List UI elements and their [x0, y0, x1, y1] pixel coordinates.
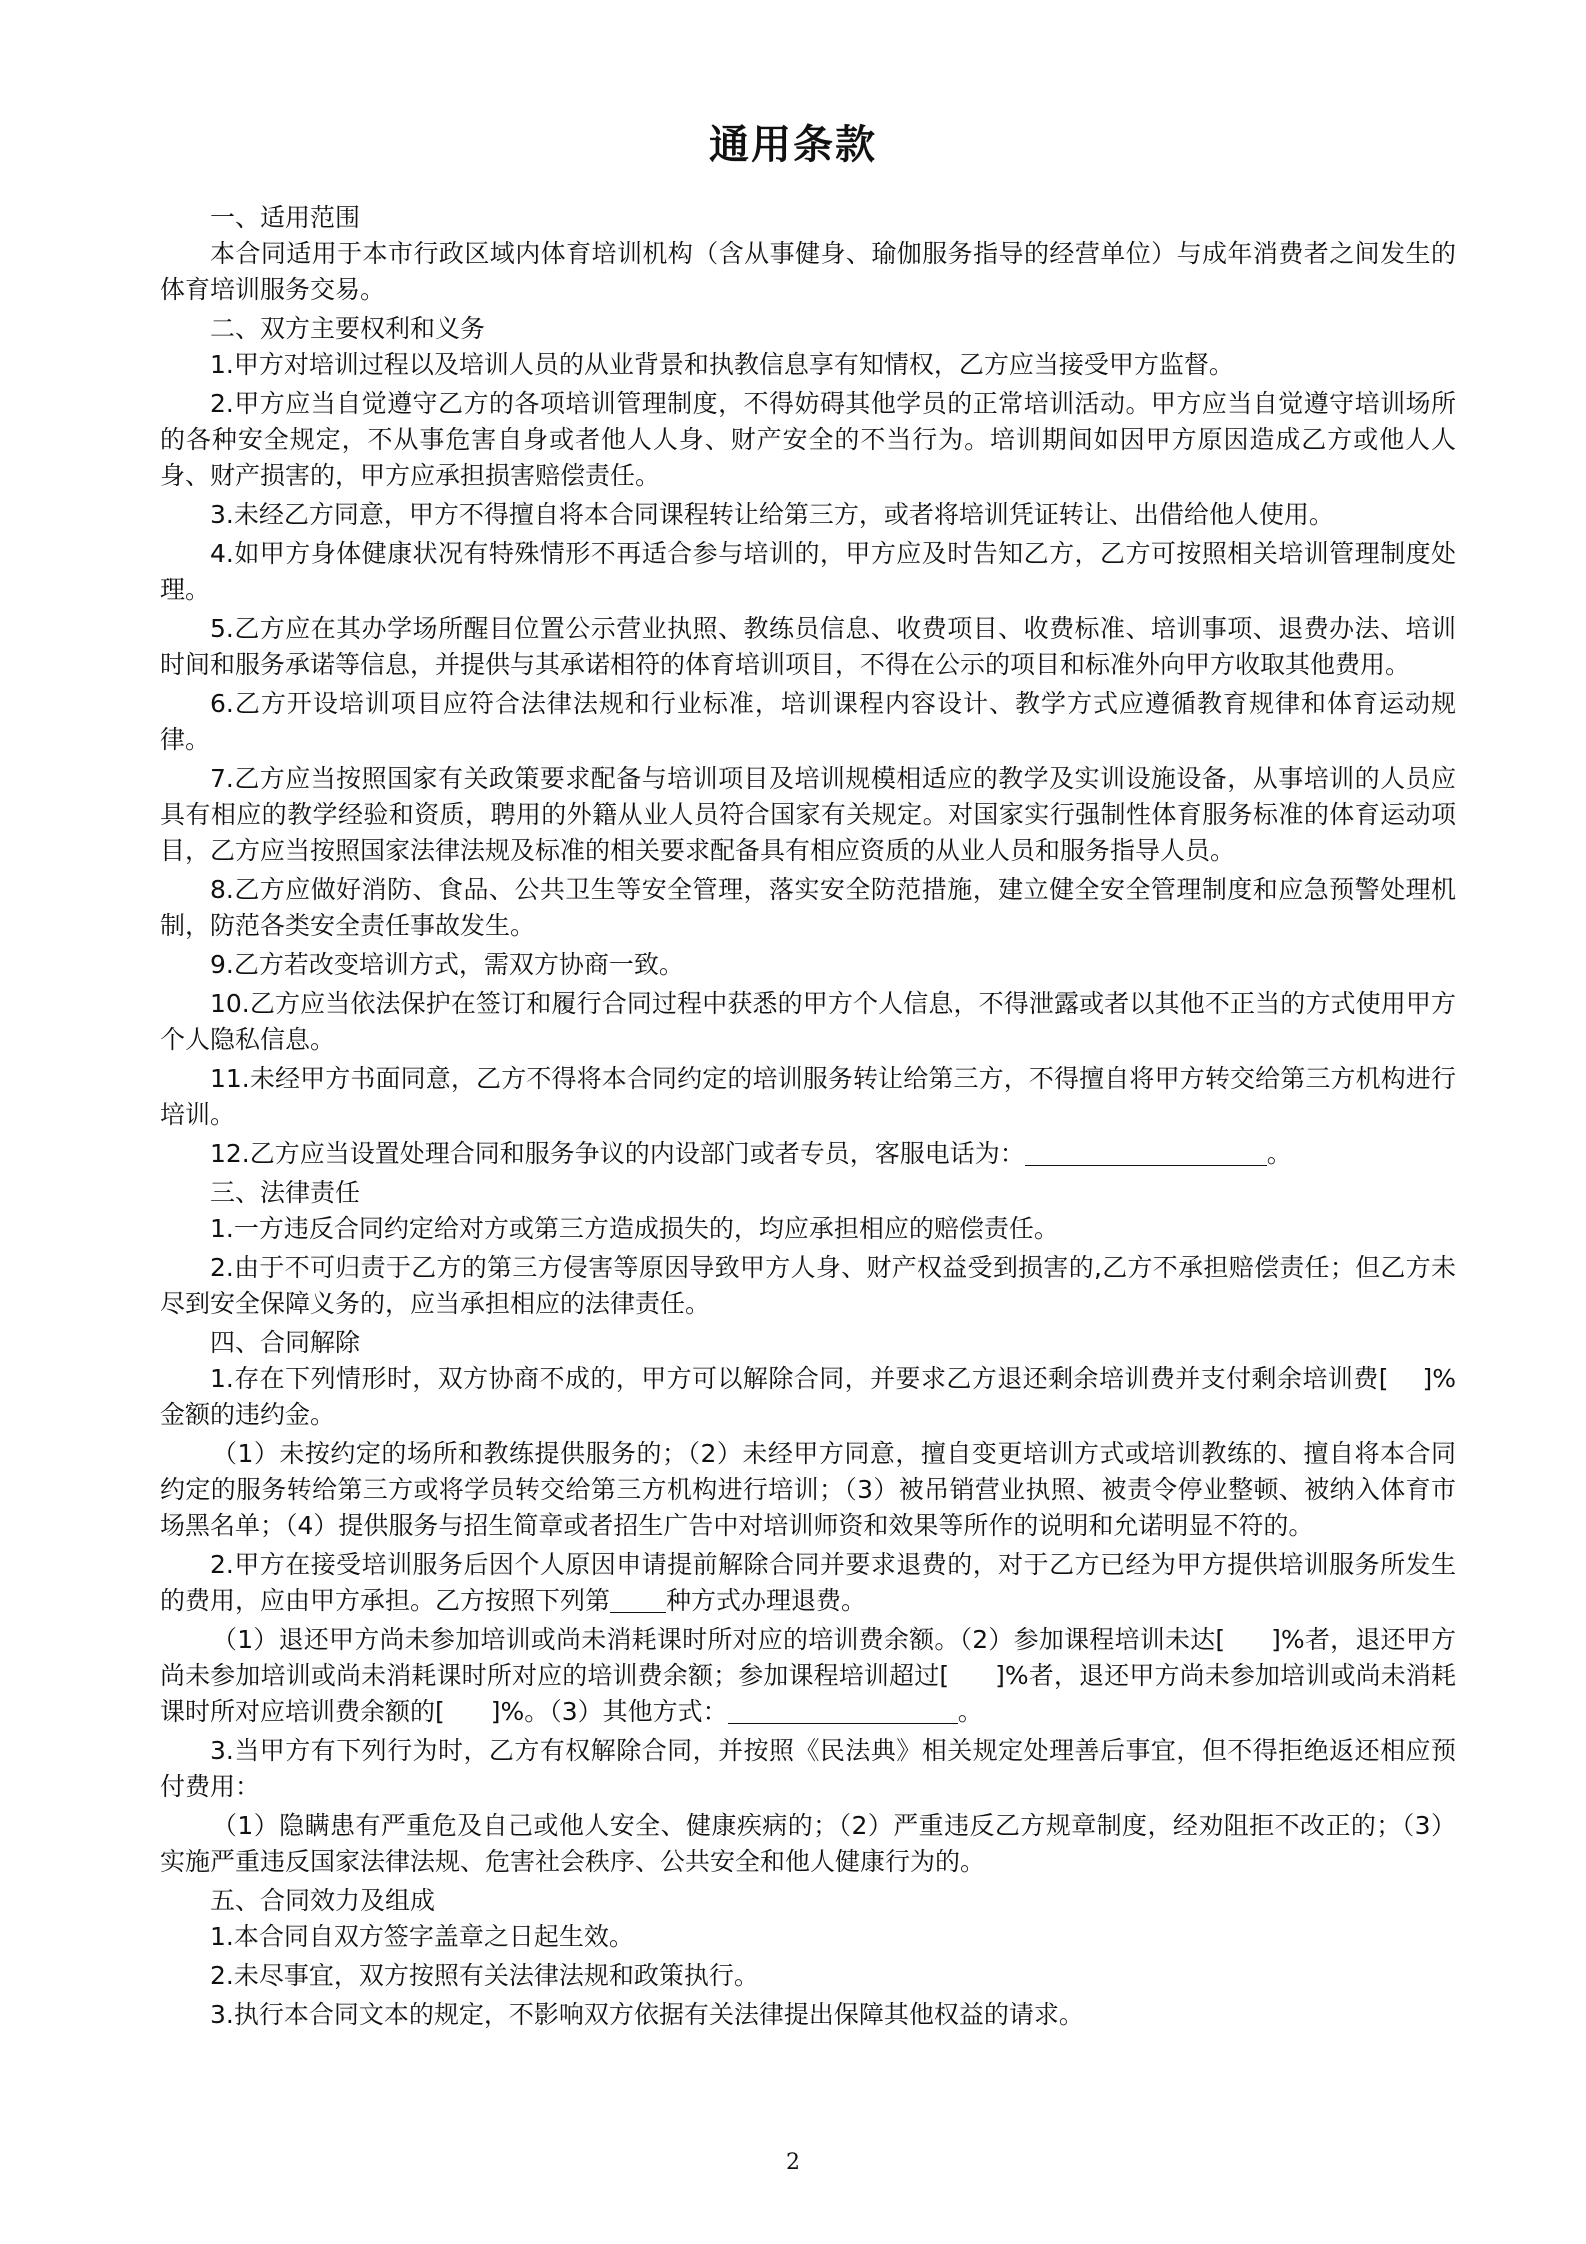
clause: 10.乙方应当依法保护在签订和履行合同过程中获悉的甲方个人信息，不得泄露或者以其他不正当的方式使用甲方个人隐私信息。 [160, 989, 1456, 1054]
clause-list: （1）未按约定的场所和教练提供服务的；（2）未经甲方同意，擅自变更培训方式或培训教练的、擅自将本合同约定的服务转给第三方或将学员转交给第三方机构进行培训；（3）被吊销营业执照、被责令停业整顿、被纳入体育市场黑名单；（4）提供服务与招生简章或者招生广告中对培训师资和效果等所作的说明和允诺明显不符的。 [160, 1439, 1456, 1540]
clause: 9.乙方若改变培训方式，需双方协商一致。 [210, 950, 684, 979]
phone-blank [1025, 1137, 1267, 1166]
clause-text: 2.甲方在接受培训服务后因个人原因申请提前解除合同并要求退费的，对于乙方已经为甲方提供培训服务所发生的费用，应由甲方承担。乙方按照下列第 [160, 1550, 1456, 1615]
clause-list: （1）隐瞒患有严重危及自己或他人安全、健康疾病的；（2）严重违反乙方规章制度，经劝阻拒不改正的；（3）实施严重违反国家法律法规、危害社会秩序、公共安全和他人健康行为的。 [160, 1811, 1456, 1876]
clause: 2.甲方应当自觉遵守乙方的各项培训管理制度，不得妨碍其他学员的正常培训活动。甲方应当自觉遵守培训场所的各种安全规定，不从事危害自身或者他人人身、财产安全的不当行为。培训期间如因甲方原因造成乙方或他人人身、财产损害的，甲方应承担损害赔偿责任。 [160, 389, 1456, 490]
document-body [160, 200, 1456, 2036]
section-heading: 四、合同解除 [210, 1328, 361, 1357]
section-heading: 三、法律责任 [210, 1178, 361, 1207]
section-heading: 一、适用范围 [210, 203, 361, 232]
clause-list-with-blanks [160, 1622, 1456, 1730]
clause: 4.如甲方身体健康状况有特殊情形不再适合参与培训的，甲方应及时告知乙方，乙方可按照相关培训管理制度处理。 [160, 539, 1456, 604]
clause: 11.未经甲方书面同意，乙方不得将本合同约定的培训服务转让给第三方，不得擅自将甲方转交给第三方机构进行培训。 [160, 1064, 1456, 1129]
clause-with-blank [160, 1136, 1456, 1172]
section-heading: 二、双方主要权利和义务 [210, 314, 486, 343]
clause: 3.当甲方有下列行为时，乙方有权解除合同，并按照《民法典》相关规定处理善后事宜，但不得拒绝返还相应预付费用： [160, 1736, 1456, 1801]
clause: 2.未尽事宜，双方按照有关法律法规和政策执行。 [210, 1961, 759, 1990]
clause-text: ]%。（3）其他方式： [490, 1697, 728, 1726]
clause-text: ]%金额的违约金。 [160, 1364, 1456, 1429]
other-method-blank [728, 1695, 958, 1724]
clause: 7.乙方应当按照国家有关政策要求配备与培训项目及培训规模相适应的教学及实训设施设备，从事培训的人员应具有相应的教学经验和资质，聘用的外籍从业人员符合国家有关规定。对国家实行强制性体育服务标准的体育运动项目，乙方应当按照国家法律法规及标准的相关要求配备具有相应资质的从业人员和服务指导人员。 [160, 764, 1456, 865]
clause-with-blank [160, 1547, 1456, 1619]
clause-with-blank [160, 1361, 1456, 1433]
clause-text: 种方式办理退费。 [666, 1586, 867, 1615]
section-heading: 五、合同效力及组成 [210, 1886, 436, 1915]
clause-text: 12.乙方应当设置处理合同和服务争议的内设部门或者专员，客服电话为： [210, 1139, 1025, 1168]
document-title: 通用条款 [709, 122, 877, 168]
clause-text: ]%者，退还甲方尚未参加培训或尚未消耗课时所对应的培训费余额；参加课程培训超过[ [160, 1625, 1456, 1690]
clause: 5.乙方应在其办学场所醒目位置公示营业执照、教练员信息、收费项目、收费标准、培训事项、退费办法、培训时间和服务承诺等信息，并提供与其承诺相符的体育培训项目，不得在公示的项目和标准外向甲方收取其他费用。 [160, 614, 1456, 679]
clause-text: ]%者，退还甲方尚未参加培训或尚未消耗课时所对应培训费余额的[ [160, 1661, 1456, 1726]
clause-text: 1.存在下列情形时，双方协商不成的，甲方可以解除合同，并要求乙方退还剩余培训费并支付剩余培训费[ [210, 1364, 1389, 1393]
clause-text: （1）退还甲方尚未参加培训或尚未消耗课时所对应的培训费余额。（2）参加课程培训未达[ [212, 1625, 1226, 1654]
page-number: 2 [786, 2150, 800, 2175]
clause: 1.一方违反合同约定给对方或第三方造成损失的，均应承担相应的赔偿责任。 [210, 1214, 1059, 1243]
clause: 6.乙方开设培训项目应符合法律法规和行业标准，培训课程内容设计、教学方式应遵循教育规律和体育运动规律。 [160, 689, 1456, 754]
clause: 3.未经乙方同意，甲方不得擅自将本合同课程转让给第三方，或者将培训凭证转让、出借给他人使用。 [210, 500, 1334, 529]
paragraph: 本合同适用于本市行政区域内体育培训机构（含从事健身、瑜伽服务指导的经营单位）与成年消费者之间发生的体育培训服务交易。 [160, 239, 1456, 304]
clause: 8.乙方应做好消防、食品、公共卫生等安全管理，落实安全防范措施，建立健全安全管理制度和应急预警处理机制，防范各类安全责任事故发生。 [160, 875, 1456, 940]
clause: 2.由于不可归责于乙方的第三方侵害等原因导致甲方人身、财产权益受到损害的,乙方不承担赔偿责任；但乙方未尽到安全保障义务的，应当承担相应的法律责任。 [160, 1253, 1456, 1318]
clause: 1.甲方对培训过程以及培训人员的从业背景和执教信息享有知情权，乙方应当接受甲方监督。 [210, 350, 1234, 379]
clause-text: 。 [957, 1697, 983, 1726]
clause: 1.本合同自双方签字盖章之日起生效。 [210, 1922, 634, 1951]
clause: 3.执行本合同文本的规定，不影响双方依据有关法律提出保障其他权益的请求。 [210, 2000, 1084, 2029]
clause-text: 。 [1266, 1139, 1292, 1168]
method-blank [610, 1584, 666, 1613]
